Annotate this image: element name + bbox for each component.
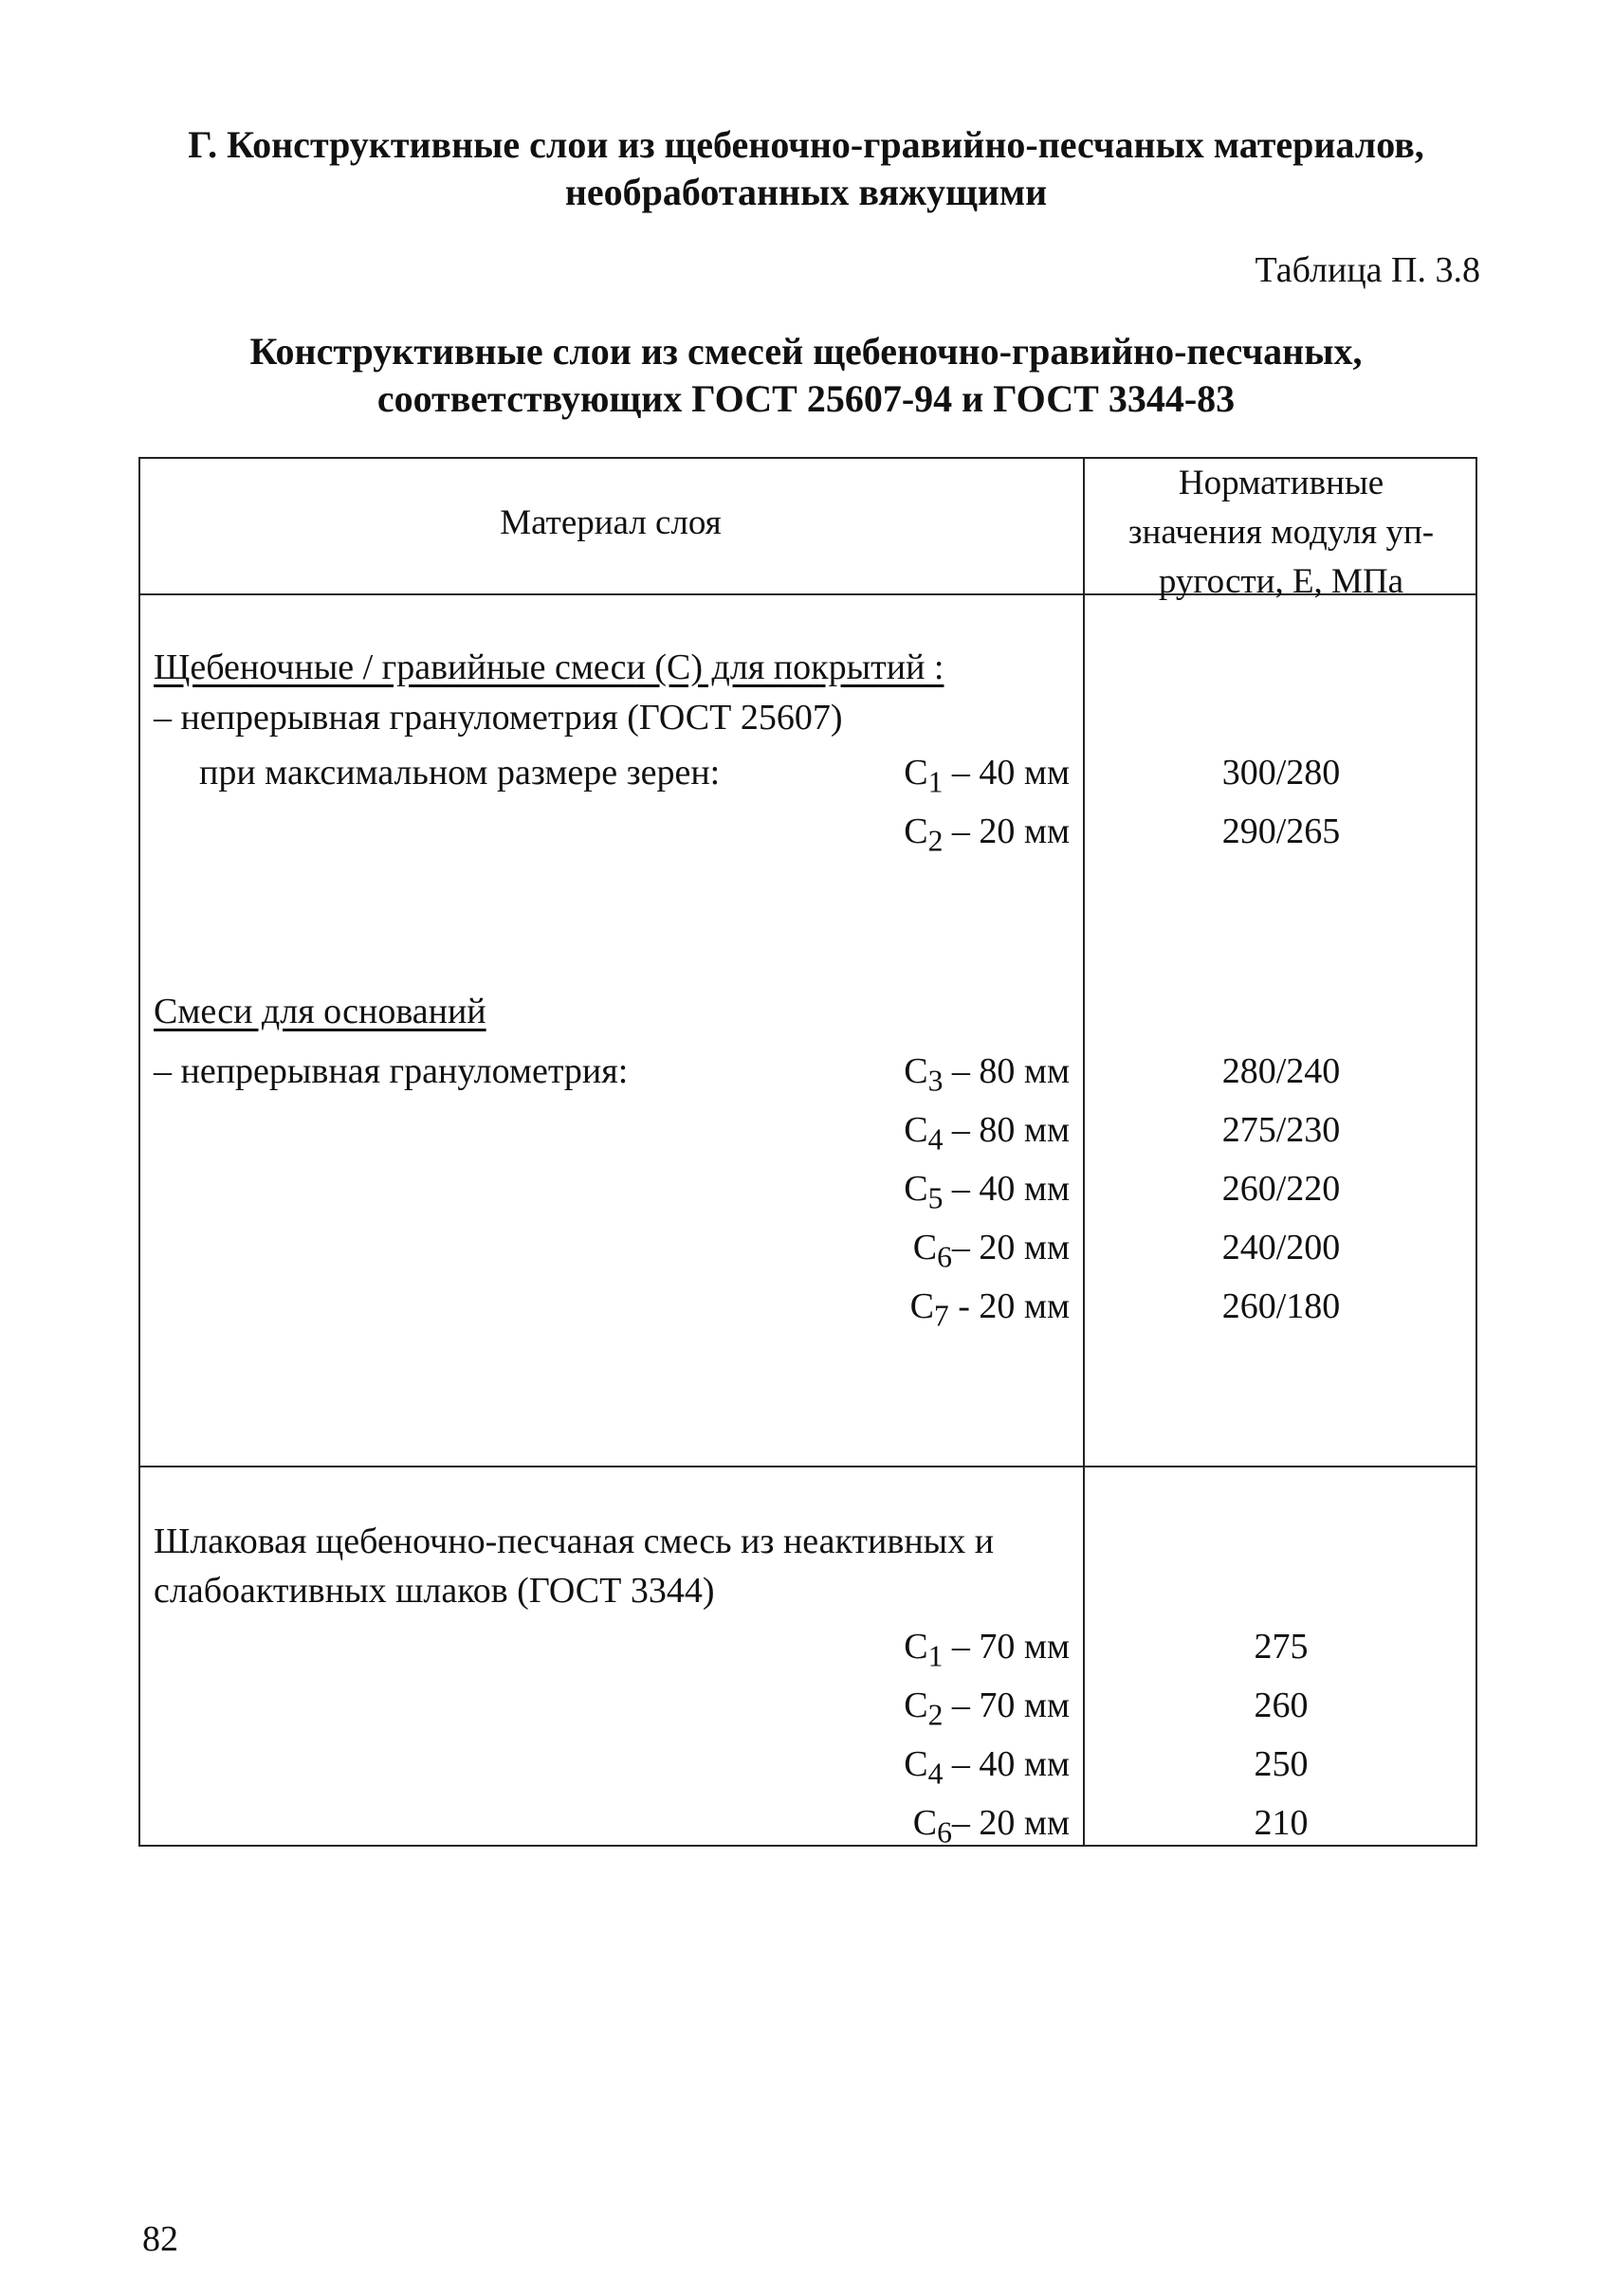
grade-mark: C: [904, 1051, 928, 1091]
grain-size: – 80 мм: [943, 1051, 1070, 1091]
section2-row1-size: [904, 1050, 1070, 1099]
column-header-value-line2: значения модуля уп-: [1127, 513, 1435, 552]
column-header-value-line1: Нормативные: [1178, 464, 1384, 502]
column-header-value: [1085, 457, 1477, 607]
grade-index: 4: [927, 1122, 944, 1157]
section2-row1-value: 280/240: [1221, 1051, 1341, 1091]
grade-mark: C: [904, 811, 928, 851]
section2-row5-value: 260/180: [1221, 1286, 1341, 1326]
grade-index: 5: [927, 1181, 944, 1215]
section3-row3-value: 250: [1254, 1744, 1309, 1784]
section3-row4-value: 210: [1254, 1803, 1309, 1843]
grade-index: 2: [927, 1698, 944, 1732]
table-title: [114, 328, 1498, 423]
grade-index: 1: [927, 1639, 944, 1673]
grain-size: – 40 мм: [943, 1169, 1070, 1209]
grade-mark: C: [912, 1803, 938, 1843]
section3-row2-value: 260: [1254, 1686, 1309, 1725]
section1-note: при максимальном размере зерен:: [199, 753, 721, 793]
grade-mark: C: [904, 1169, 928, 1209]
section2-row4-size: [913, 1227, 1070, 1275]
section1-row1-size: [904, 752, 1070, 800]
section-divider: [138, 1466, 1477, 1467]
table-title-line1: Конструктивные слои из смесей щебеночно-гравийно-песчаных,: [249, 330, 1363, 373]
section-heading: [114, 121, 1498, 216]
section3-row3-size: [904, 1743, 1070, 1792]
grade-mark: C: [904, 1110, 928, 1150]
section2-row4-value: 240/200: [1221, 1228, 1341, 1267]
table-number: Таблица П. 3.8: [1255, 250, 1480, 290]
section-heading-line1: Г. Конструктивные слои из щебеночно-гравийно-песчаных материалов,: [188, 123, 1424, 166]
section3-title-line1: Шлаковая щебеночно-песчаная смесь из неактивных и: [154, 1522, 995, 1561]
section1-row1-value: 300/280: [1221, 753, 1341, 793]
section2-subtitle: – непрерывная гранулометрия:: [154, 1051, 629, 1091]
grade-index: 6: [937, 1815, 952, 1850]
section3-row4-size: [913, 1802, 1070, 1850]
section1-subtitle: – непрерывная гранулометрия (ГОСТ 25607): [154, 698, 843, 738]
grade-index: 1: [927, 765, 944, 799]
column-header-material: Материал слоя: [500, 503, 722, 542]
grain-size: – 20 мм: [951, 1228, 1070, 1267]
section2-row2-size: [904, 1109, 1070, 1157]
section2-row2-value: 275/230: [1221, 1110, 1341, 1150]
section2-row3-value: 260/220: [1221, 1169, 1341, 1209]
section3-row1-size: [904, 1626, 1070, 1674]
grade-mark: C: [909, 1286, 934, 1326]
grain-size: – 20 мм: [943, 811, 1070, 851]
grain-size: – 70 мм: [943, 1686, 1070, 1725]
grade-index: 3: [927, 1064, 944, 1098]
column-header-value-line3: ругости, Е, МПа: [1158, 562, 1404, 601]
section-heading-line2: необработанных вяжущими: [564, 171, 1048, 213]
grade-mark: C: [904, 1686, 928, 1725]
grade-index: 2: [927, 824, 944, 858]
grade-index: 4: [927, 1757, 944, 1791]
grade-mark: C: [912, 1228, 938, 1267]
section1-row2-size: [904, 811, 1070, 859]
section1-title: Щебеночные / гравийные смеси (С) для покрытий :: [154, 647, 944, 687]
grain-size: – 40 мм: [943, 1744, 1070, 1784]
section3-row1-value: 275: [1254, 1627, 1309, 1667]
grade-index: 6: [937, 1240, 952, 1274]
grade-mark: C: [904, 753, 928, 793]
table-title-line2: соответствующих ГОСТ 25607-94 и ГОСТ 3344-83: [376, 377, 1236, 420]
section3-row2-size: [904, 1685, 1070, 1733]
section2-row5-size: [910, 1285, 1070, 1334]
grade-index: 7: [933, 1299, 949, 1333]
section3-title-line2: слабоактивных шлаков (ГОСТ 3344): [154, 1571, 715, 1611]
grain-size: – 80 мм: [943, 1110, 1070, 1150]
grade-mark: C: [904, 1627, 928, 1667]
grade-mark: C: [904, 1744, 928, 1784]
section1-row2-value: 290/265: [1221, 811, 1341, 851]
page-number: 82: [142, 2219, 178, 2259]
section2-title: Смеси для оснований: [154, 992, 486, 1031]
grain-size: – 20 мм: [951, 1803, 1070, 1843]
grain-size: – 70 мм: [943, 1627, 1070, 1667]
grain-size: - 20 мм: [948, 1286, 1070, 1326]
grain-size: – 40 мм: [943, 753, 1070, 793]
section2-row3-size: [904, 1168, 1070, 1216]
